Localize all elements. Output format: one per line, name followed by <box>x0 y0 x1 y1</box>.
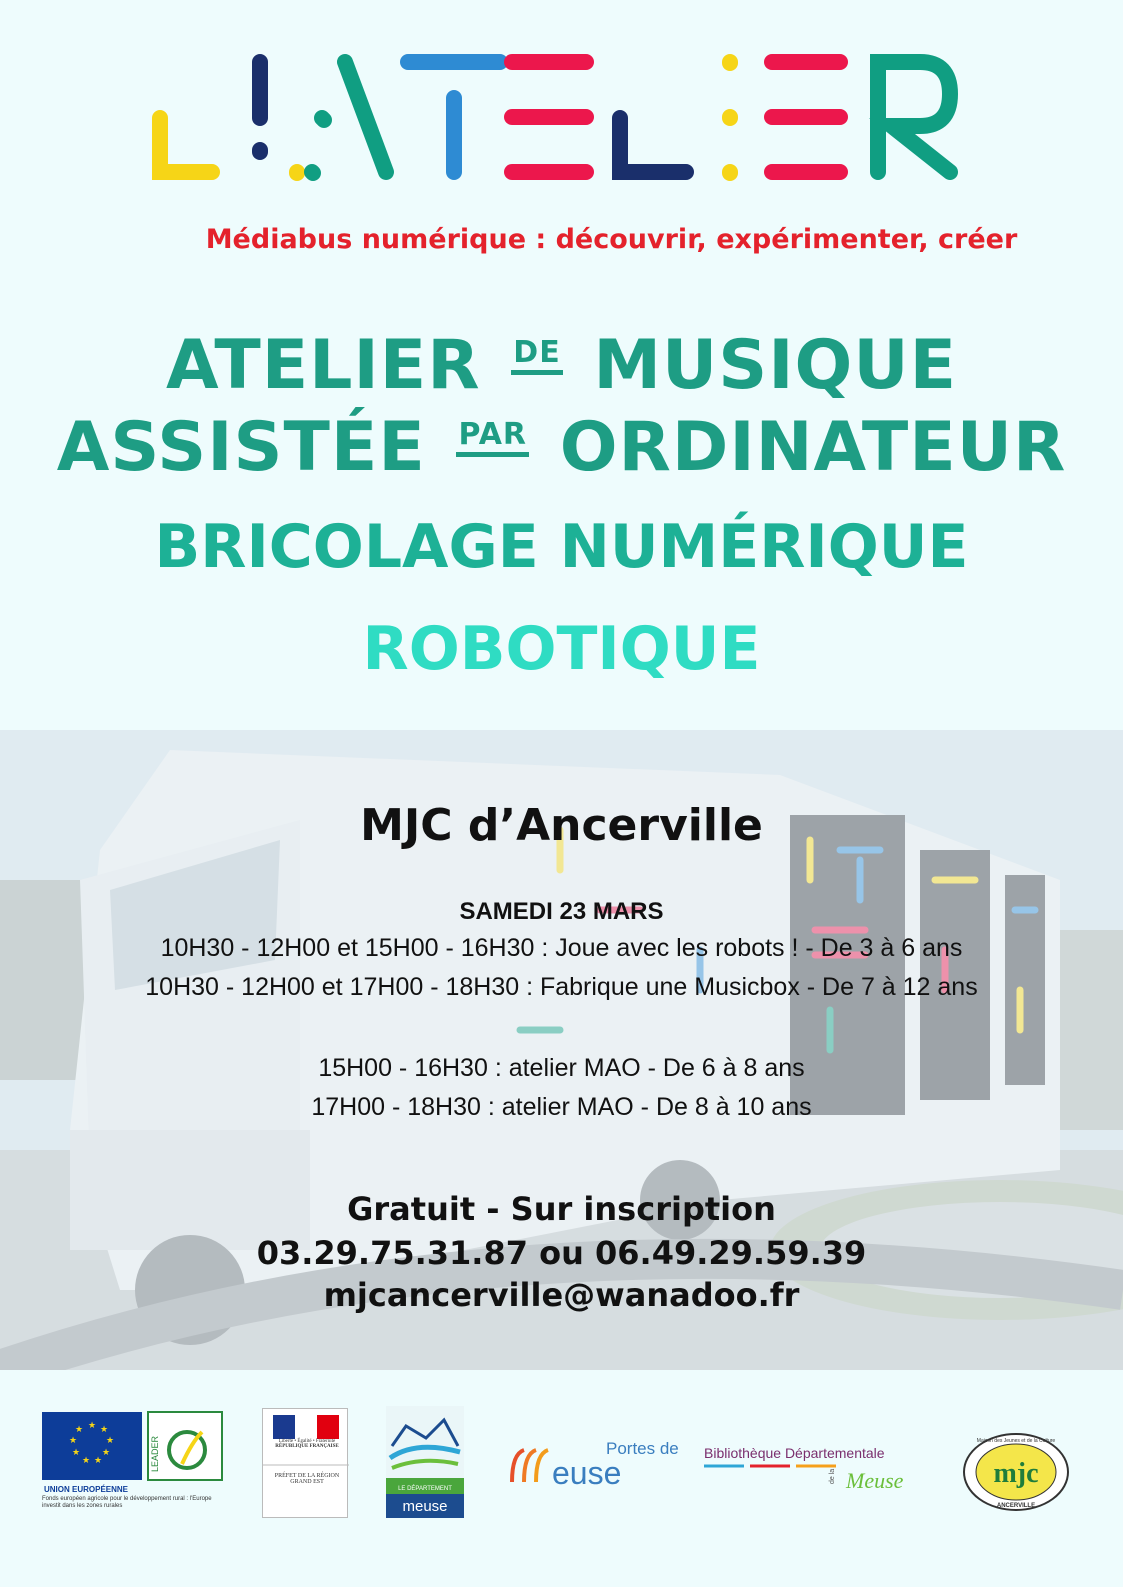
phone-numbers: 03.29.75.31.87 ou 06.49.29.59.39 <box>256 1234 867 1272</box>
mjc-arc-top: Maison des Jeunes et de la Culture <box>976 1438 1056 1444</box>
eu-caption: Fonds européen agricole pour le développement rural : l'Europe investit dans les zones rurales <box>42 1496 212 1509</box>
event-date: SAMEDI 23 MARS <box>459 898 664 925</box>
bibliotheque-departementale-logo <box>704 1442 928 1502</box>
tagline: Médiabus numérique : découvrir, expérimenter, créer <box>205 224 1018 255</box>
svg-text:★: ★ <box>82 1456 91 1466</box>
mjc-name: mjc <box>993 1458 1039 1489</box>
svg-text:★: ★ <box>100 1425 109 1435</box>
session-line: 15H00 - 16H30 : atelier MAO - De 6 à 8 ans <box>318 1054 805 1082</box>
title-line-ordinateur <box>0 408 1123 487</box>
portes-line2: euse <box>552 1455 622 1491</box>
portes-de-meuse-logo <box>508 1432 679 1492</box>
bibliotheque-name: Meuse <box>846 1468 904 1493</box>
mjc-ancerville-logo <box>962 1432 1070 1512</box>
leader-label: LEADER <box>150 1435 160 1472</box>
svg-text:★: ★ <box>102 1448 111 1458</box>
mjc-arc-bottom: ANCERVILLE <box>996 1503 1036 1509</box>
email-address: mjcancerville@wanadoo.fr <box>323 1276 800 1314</box>
venue-title: MJC d’Ancerville <box>360 800 763 851</box>
prefet-caption: PRÉFET DE LA RÉGION GRAND EST <box>274 1473 340 1485</box>
meuse-department-logo <box>386 1406 464 1518</box>
prefet-logo <box>262 1408 348 1518</box>
meuse-top-label: LE DÉPARTEMENT <box>398 1486 452 1492</box>
title-musique: MUSIQUE <box>593 326 958 405</box>
title-assistee: ASSISTÉE <box>56 408 426 487</box>
title-robotique: ROBOTIQUE <box>362 614 761 684</box>
svg-text:★: ★ <box>75 1425 84 1435</box>
registration-note: Gratuit - Sur inscription <box>347 1190 776 1228</box>
partner-logos-footer <box>0 1370 1123 1587</box>
svg-text:★: ★ <box>88 1421 97 1431</box>
title-ordinateur: ORDINATEUR <box>559 408 1067 487</box>
svg-text:★: ★ <box>72 1448 81 1458</box>
bibliotheque-line1: Bibliothèque Départementale <box>704 1445 885 1461</box>
title-atelier: ATELIER <box>165 326 481 405</box>
prefet-republic: RÉPUBLIQUE FRANÇAISE <box>275 1444 339 1449</box>
svg-text:★: ★ <box>94 1456 103 1466</box>
title-line-musique <box>0 326 1123 405</box>
title-bricolage: BRICOLAGE NUMÉRIQUE <box>154 512 969 582</box>
title-connector-de: DE <box>511 336 562 375</box>
atelier-logo <box>150 50 960 190</box>
session-line: 10H30 - 12H00 et 15H00 - 16H30 : Joue avec les robots ! - De 3 à 6 ans <box>160 934 963 962</box>
session-line: 17H00 - 18H30 : atelier MAO - De 8 à 10 ans <box>311 1093 812 1121</box>
eu-label: UNION EUROPÉENNE <box>44 1485 129 1494</box>
eu-leader-logo <box>42 1412 224 1517</box>
svg-text:★: ★ <box>69 1436 78 1446</box>
title-connector-par: PAR <box>456 418 529 457</box>
atelier-logo-graphic <box>150 50 960 190</box>
meuse-name: meuse <box>402 1498 448 1515</box>
bibliotheque-de-la: de la <box>829 1468 836 1484</box>
session-line: 10H30 - 12H00 et 17H00 - 18H30 : Fabrique une Musicbox - De 7 à 12 ans <box>145 973 978 1001</box>
svg-text:★: ★ <box>106 1436 115 1446</box>
prefet-motto: Liberté • Égalité • Fraternité <box>278 1439 336 1444</box>
portes-line1: Portes de <box>606 1439 679 1458</box>
